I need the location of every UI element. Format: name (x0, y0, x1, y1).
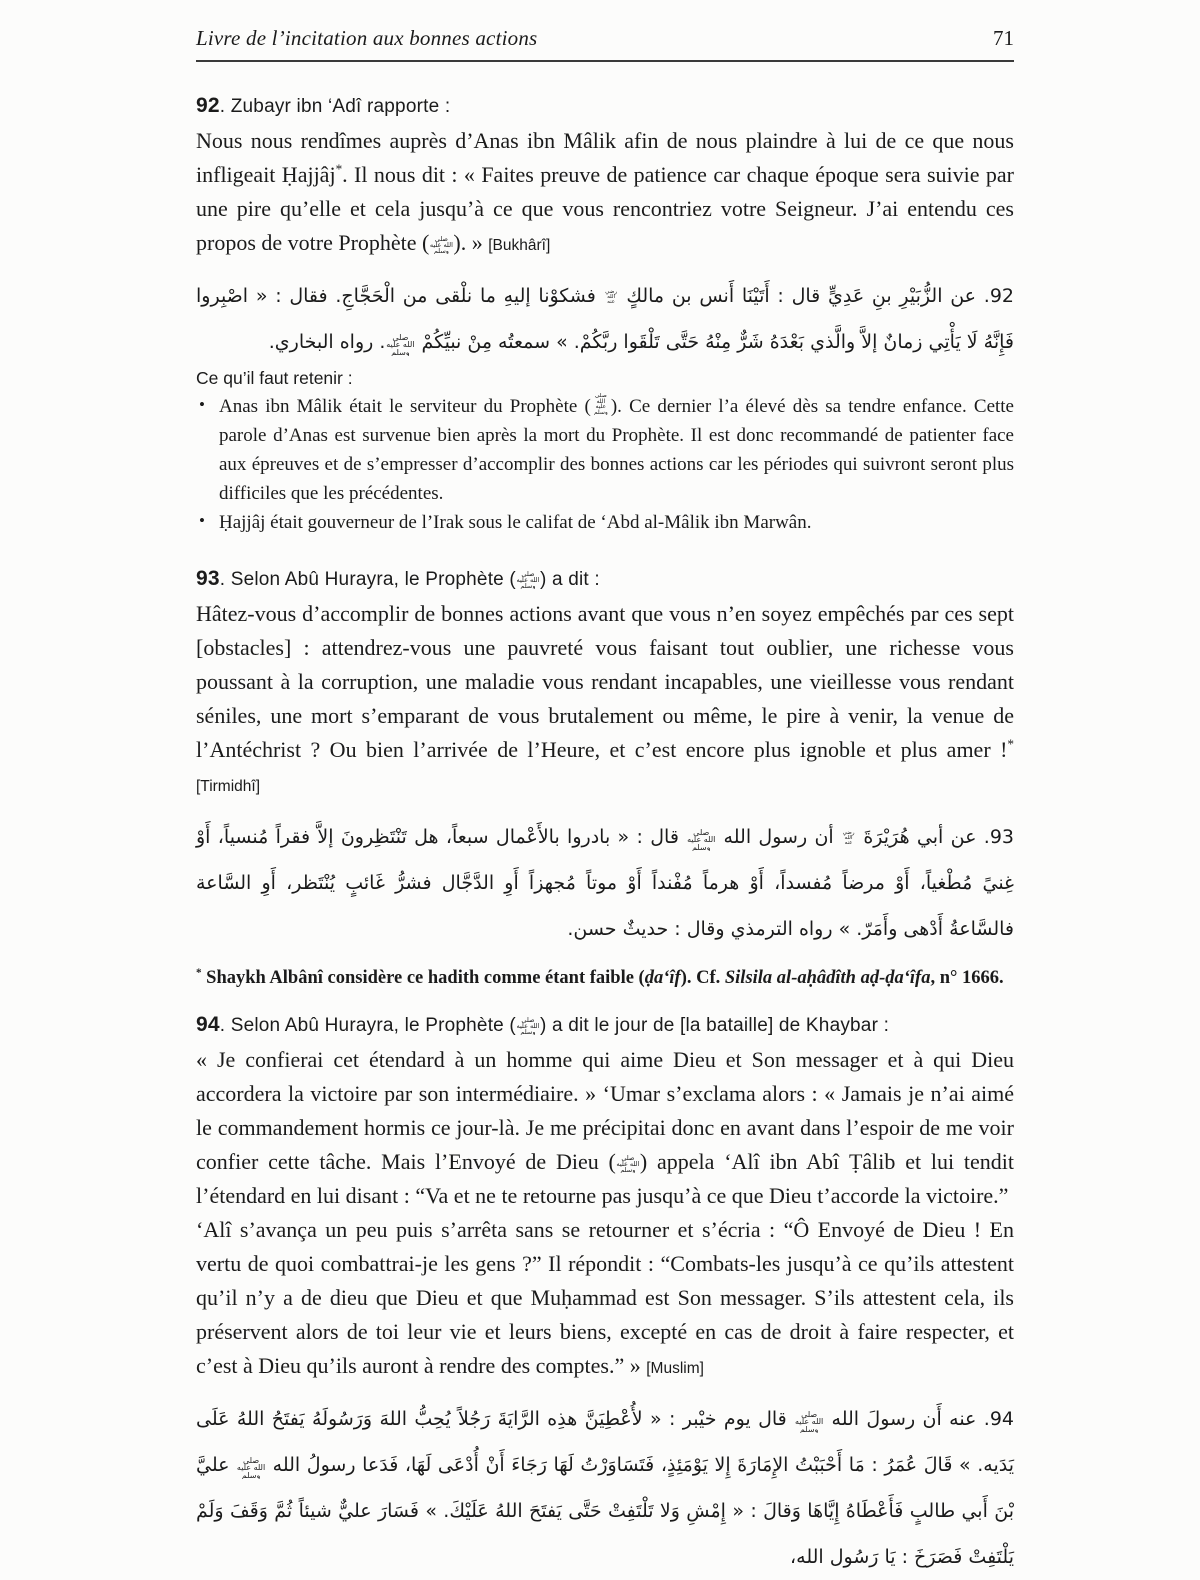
page-number: 71 (993, 26, 1014, 50)
radi-allahu-anhu-symbol: رضي الله عنه (842, 831, 855, 846)
hadith-92-arabic-text (196, 273, 1014, 365)
hadith-source-tag: [Tirmidhî] (196, 778, 261, 795)
arabic-segment: عليَّ بْنَ أَبي طالبٍ فَأَعْطَاهُ إِيَّاهَا وَقالَ : « إِمْشِ وَلا تَلْتَفِتْ حَتَّى يَفتَحَ اللهُ عَلَيْكَ. » فَسَارَ عليٌّ شيئاً ثُمَّ وَقَفَ وَلَمْ يَلْتَفِتْ فَصَرَخَ : يَا رَسُول الله، (196, 1454, 1014, 1568)
text-segment: ) appela ‘Alî ibn Abî Ṭâlib et lui tendit l’étendard en lui disant : “Va et ne te retourne pas jusqu’à ce que Dieu t’accorde la victoire.” (196, 1149, 1015, 1208)
transliterated-term: ḍa‘îf (644, 968, 681, 988)
arabic-segment: قال يوم خيْبر : « لأُعْطِيَنَّ هذِه الرَّايَةَ رَجُلاً يُحِبُّ اللهَ وَرَسُولَهُ يَفتَحُ اللهُ عَلَى يَدَيه. » قَالَ عُمَرُ : مَا أَحْبَبْتُ الإِمَارَةَ إِلا يَوْمَئِذٍ، فَتَسَاوَرْتُ لَهَا رَجَاءَ أَنْ أُدْعَى لَهَا، فَدَعا رسولُ الله (196, 1408, 1014, 1476)
text-segment: , n° 1666. (930, 968, 1004, 988)
hadith-section-94 (196, 1013, 1014, 1580)
arabic-segment: 94. عنه أَن رسولَ الله (824, 1408, 1014, 1430)
key-points-list (196, 392, 1014, 537)
key-points-title: Ce qu’il faut retenir : (196, 368, 353, 388)
text-segment: « Je confierai cet étendard à un homme qui aime Dieu et Son messager et à qui Dieu accordera la victoire par son intermédiaire. » ‘Umar s’exclama alors : « Jamais je n’ai aimé le commandement hormis ce jour-là. Je me précipitai donc en avant dans l’espoir de me voir confier cette tâche. Mais l’Envoyé de Dieu ( (196, 1047, 1014, 1174)
saws-calligraphy-symbol: صلى الله عليه وسلم (516, 1017, 540, 1035)
arabic-segment: قال : « بادروا بالأَعْمال سبعاً، هل تَنْتَظِرونَ إلاَّ فقراً مُنسياً، أَوْ غِنيً مُطْغياً، أَوْ مرضاً مُفسداً، أَوْ هرماً مُفْنداً أَوْ موتاً مُجهزاً أَوِ الدَّجَّال فشرُّ غَائبٍ يُنْتَظر، أَوِ السَّاعة فالسَّاعةُ أَدْهى وأَمَرّ. » رواه الترمذي وقال : حديثٌ حسن. (196, 826, 1014, 940)
hadith-narrator: . Selon Abû Hurayra, le Prophète ( (219, 569, 516, 590)
saws-calligraphy-symbol: صلى الله عليه وسلم (616, 1155, 640, 1173)
arabic-segment: 92. عن الزُّبَيْرِ بنِ عَدِيٍّ قال : أَتَيْنَا أَنس بن مالكٍ (618, 285, 1014, 307)
footnote-marker: * (335, 161, 343, 177)
text-segment: Hâtez-vous d’accomplir de bonnes actions avant que vous n’en soyez empêchés par ces sept [obstacles] : attendrez-vous une pauvreté vous faisant tout oublier, une richesse vous poussant à la corruption, une maladie vous rendant incapables, une vieillesse vous rendant séniles, une mort s’emparant de vous brutalement ou même, le pire à venir, la venue de l’Antéchrist ? Ou bien l’arrivée de l’Heure, et c’est encore plus ignoble et plus amer ! (196, 601, 1014, 762)
key-point-item (196, 392, 1014, 508)
book-title: Livre de l’incitation aux bonnes actions (196, 26, 538, 50)
saws-calligraphy-symbol: صلى الله عليه وسلم (593, 393, 608, 415)
saws-calligraphy-symbol: صلى الله عليه وسلم (794, 1410, 824, 1433)
hadith-number: 93 (196, 567, 220, 590)
hadith-93-arabic-text (196, 814, 1014, 952)
saws-calligraphy-symbol: صلى الله عليه وسلم (386, 333, 415, 356)
text-segment: Nous nous rendîmes auprès d’Anas ibn Mâlik afin de nous plaindre à lui de ce que nous infligeait Ḥajjâj (196, 128, 1014, 187)
saws-calligraphy-symbol: صلى الله عليه وسلم (687, 828, 716, 851)
running-header (196, 26, 1014, 62)
book-reference-title: Silsila al-aḥâdîth aḍ-ḍa‘îfa (724, 968, 931, 988)
text-segment: ‘Alî s’avança un peu puis s’arrêta sans se retourner et s’écria : “Ô Envoyé de Dieu ! En vertu de quoi combattrai-je les gens ?” Il répondit : “Combats-les jusqu’à ce qu’ils attestent qu’il n’y a de dieu que Dieu et que Muḥammad est Son messager. S’ils attestent cela, ils préservent alors de toi leur vie et leurs biens, excepté en cas de droit à faire respecter, et c’est à Dieu qu’ils auront à rendre des comptes.” » (196, 1217, 1014, 1378)
key-point-item: • Ḥajjâj était gouverneur de l’Irak sous le califat de ‘Abd al-Mâlik ibn Marwân. (196, 508, 1014, 537)
text-segment: . Il nous dit : « Faites preuve de patience car chaque époque sera suivie par une pire qu’elle et cela jusqu’à ce que vous rencontriez votre Seigneur. J’ai entendu ces propos de votre Prophète ( (196, 162, 1014, 255)
hadith-94-heading (196, 1013, 1014, 1037)
hadith-94-french-text-part2 (196, 1213, 1014, 1386)
hadith-92-heading (196, 94, 1014, 118)
text-segment: ). Cf. (680, 968, 725, 988)
arabic-segment: . رواه البخاري. (268, 331, 386, 353)
hadith-number: 92 (196, 94, 220, 117)
hadith-source-tag: [Bukhârî] (488, 237, 551, 254)
saws-calligraphy-symbol: صلى الله عليه وسلم (429, 236, 453, 254)
footnote-marker: * (196, 966, 202, 979)
arabic-segment: 93. عن أبي هُرَيْرَةَ (856, 826, 1014, 848)
hadith-section-93 (196, 567, 1014, 989)
hadith-92-french-text (196, 124, 1014, 263)
text-segment: Shaykh Albânî considère ce hadith comme étant faible ( (201, 968, 645, 988)
hadith-section-92 (196, 94, 1014, 537)
saws-calligraphy-symbol: صلى الله عليه وسلم (236, 1456, 266, 1479)
footnote-marker: * (1007, 736, 1014, 752)
hadith-93-french-text (196, 597, 1014, 804)
radi-allahu-anhu-symbol: رضي الله عنه (605, 290, 618, 305)
arabic-segment: فشكوْنا إليهِ ما نلْقى من الْحَجَّاجِ. فقال : « اصْبِروا فَإِنَّهُ لَا يَأْتِي زمانٌ إلاَّ والَّذي بَعْدَهُ شَرٌّ مِنْهُ حَتَّى تَلْقَوا ربَّكُمْ. » سمعتُه مِنْ نبيِّكُمْ (196, 285, 1014, 353)
hadith-narrator: . Selon Abû Hurayra, le Prophète ( (219, 1015, 516, 1036)
hadith-narrator: ) a dit le jour de [la bataille] de Khaybar : (539, 1015, 890, 1036)
text-segment: Anas ibn Mâlik était le serviteur du Prophète ( (219, 396, 591, 417)
hadith-94-french-text-part1 (196, 1043, 1014, 1213)
hadith-94-arabic-text (196, 1396, 1014, 1580)
arabic-segment: أن رسول الله (716, 826, 842, 848)
saws-calligraphy-symbol: صلى الله عليه وسلم (516, 571, 540, 589)
hadith-narrator: ) a dit : (539, 569, 600, 590)
hadith-93-heading (196, 567, 1014, 591)
hadith-source-tag: [Muslim] (646, 1360, 704, 1377)
albani-footnote (196, 968, 1014, 989)
hadith-narrator: . Zubayr ibn ‘Adî rapporte : (219, 96, 451, 117)
text-segment: ). » (453, 230, 483, 255)
hadith-number: 94 (196, 1013, 220, 1036)
text-segment: ). Ce dernier l’a élevé dès sa tendre enfance. Cette parole d’Anas est survenue bien après la mort du Prophète. Il est donc recommandé de patienter face aux épreuves et de s’empresser d’accomplir des bonnes actions car les périodes qui suivront seront plus difficiles que les précédentes. (219, 396, 1014, 504)
